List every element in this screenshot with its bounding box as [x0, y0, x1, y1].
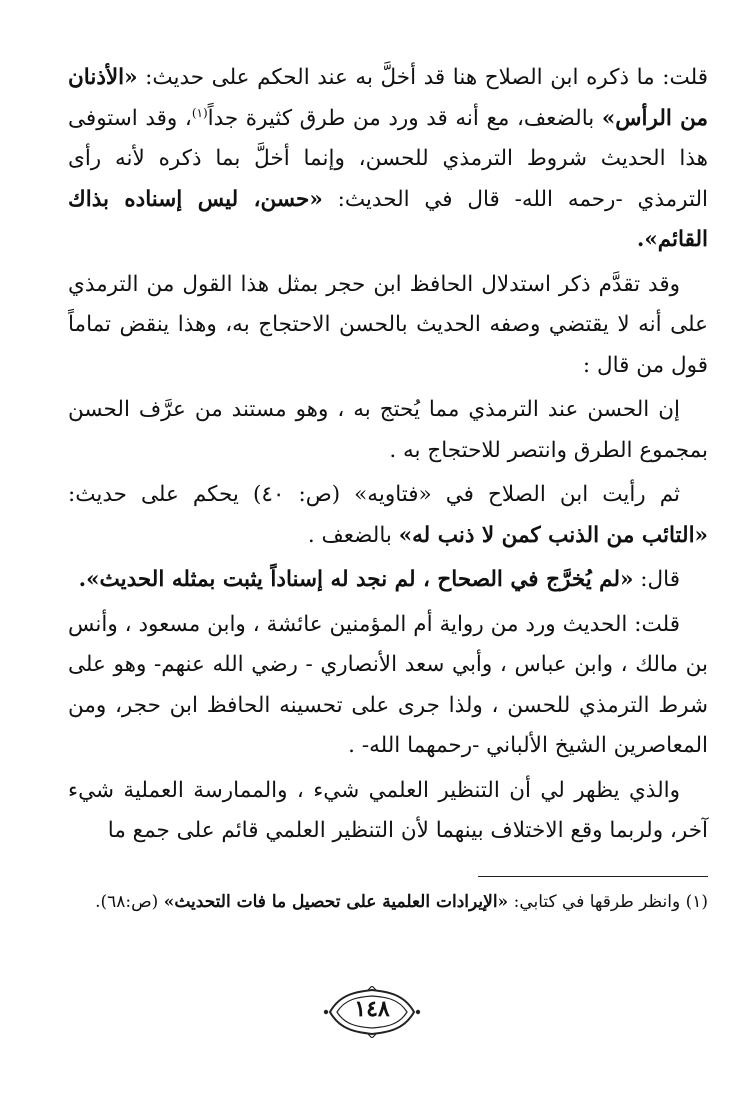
footnote-divider	[478, 876, 708, 877]
paragraph-4: ثم رأيت ابن الصلاح في «فتاويه» (ص: ٤٠) يحكم على حديث: «التائب من الذنب كمن لا ذنب له» بالضعف .	[68, 482, 708, 548]
paragraph-6: قلت: الحديث ورد من رواية أم المؤمنين عائشة ، وابن مسعود ، وأنس بن مالك ، وابن عباس ، وأبي سعد الأنصاري - رضي الله عنهم- وهو على شرط الترمذي للحسن ، ولذا جرى على تحسينه الحافظ ابن حجر، ومن المعاصرين الشيخ الألباني -رحمهما الله- .	[68, 611, 708, 758]
book-title: «الإيرادات العلمية على تحصيل ما فات التحديث»	[163, 892, 509, 912]
quoted-statement: «لم يُخرَّج في الصحاح ، لم نجد له إسناداً يثبت بمثله الحديث».	[78, 567, 634, 592]
quoted-hadith: «التائب من الذنب كمن لا ذنب له»	[398, 522, 708, 548]
paragraph-2: وقد تقدَّم ذكر استدلال الحافظ ابن حجر بمثل هذا القول من الترمذي على أنه لا يقتضي وصفه الحديث بالحسن الاحتجاج به، وهذا ينقض تماماً قول من قال :	[68, 271, 708, 378]
paragraph-3: إن الحسن عند الترمذي مما يُحتج به ، وهو مستند من عرَّف الحسن بمجموع الطرق وانتصر للاحتجاج به .	[68, 397, 708, 463]
main-text	[68, 58, 708, 856]
quoted-hadith: «الأذنان من الرأس»	[68, 65, 708, 131]
footnote: (١) وانظر طرقها في كتابي: «الإيرادات العلمية على تحصيل ما فات التحديث» (ص:٦٨).	[95, 892, 708, 912]
quoted-grading: «حسن، ليس إسناده بذاك القائم».	[68, 186, 708, 252]
page-number-ornament	[322, 986, 422, 1038]
paragraph-7: والذي يظهر لي أن التنظير العلمي شيء ، والممارسة العملية شيء آخر، ولربما وقع الاختلاف بينهما لأن التنظير العلمي قائم على جمع ما	[68, 777, 708, 843]
paragraph-5: قال: «لم يُخرَّج في الصحاح ، لم نجد له إسناداً يثبت بمثله الحديث».	[78, 567, 680, 592]
footnote-reference: (١)	[191, 105, 208, 120]
paragraph-1: قلت: ما ذكره ابن الصلاح هنا قد أخلَّ به عند الحكم على حديث: «الأذنان من الرأس» بالضعف، مع أنه قد ورد من طرق كثيرة جداً$^{(١)}$، وقد استوفى هذا الحديث شروط الترمذي للحسن، وإنما أخلَّ بما ذكره لأنه رأى الترمذي -رحمه الله- قال في الحديث: «حسن، ليس إسناده بذاك القائم».	[68, 65, 708, 252]
page-number: ١٤٨	[354, 996, 390, 1022]
